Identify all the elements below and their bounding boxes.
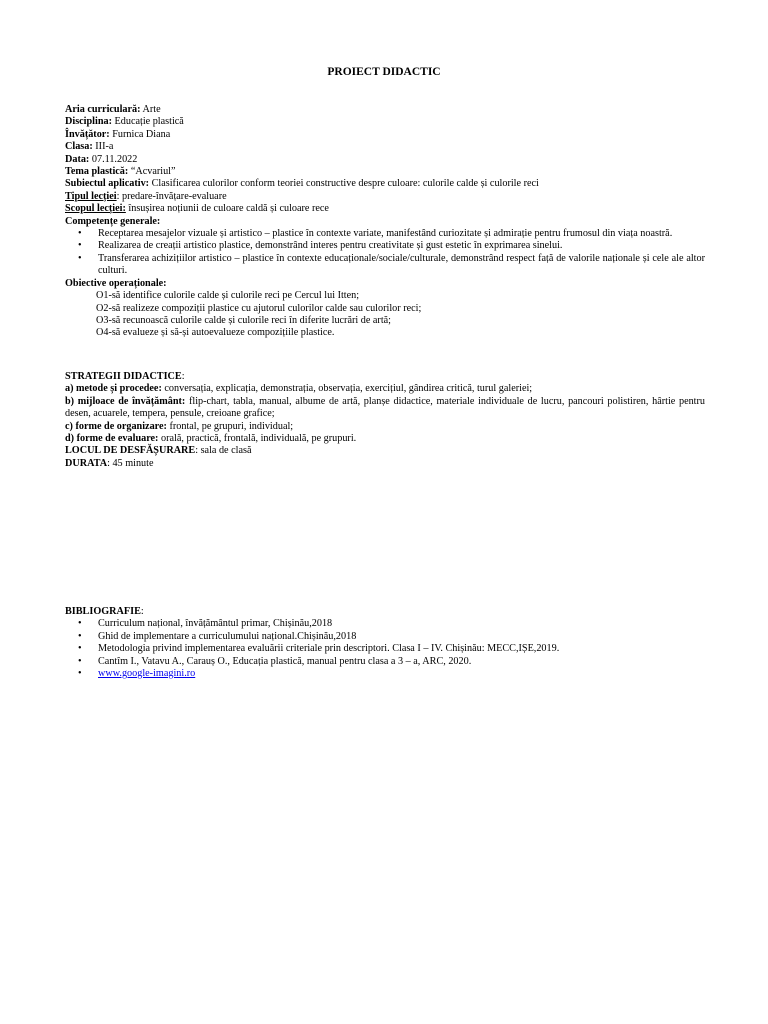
strategii-value: frontal, pe grupuri, individual;	[166, 420, 294, 432]
info-label: Scopul lecției:	[65, 203, 126, 215]
objective-item: O2-să realizeze compoziții plastice cu ajutorul culorilor calde sau culorilor reci;	[96, 302, 422, 314]
info-tema	[65, 166, 705, 178]
info-tipul	[65, 191, 705, 203]
info-value: III-a	[92, 141, 114, 153]
info-disciplina	[65, 116, 705, 128]
strategii-value: conversația, explicația, demonstrația, observația, exercițiul, gândirea critică, turul galeriei;	[161, 383, 533, 395]
objective-item: O3-să recunoască culorile calde și culorile reci în diferite lucrări de artă;	[96, 314, 392, 326]
info-label: Învățător:	[65, 128, 110, 140]
durata-value: : 45 minute	[107, 457, 154, 469]
info-scopul	[65, 203, 705, 215]
strategii-organizare	[65, 421, 705, 433]
strategii-label: b) mijloace de învățământ:	[65, 395, 186, 407]
bibliografie-block	[65, 606, 705, 680]
locul-label: LOCUL DE DESFĂȘURARE	[65, 445, 196, 457]
list-item	[65, 668, 705, 680]
info-label: Aria curriculară:	[65, 104, 141, 115]
list-item: • Cantîm I., Vatavu A., Carauș O., Educația plastică, manual pentru clasa a 3 – a, ARC, 2020.	[65, 656, 705, 668]
strategii-metode	[65, 383, 705, 395]
info-clasa	[65, 141, 705, 153]
durata-label: DURATA	[65, 457, 108, 469]
competente-heading: Competențe generale:	[65, 215, 161, 227]
obiective-heading: Obiective operaționale:	[65, 277, 167, 289]
info-value: Arte	[140, 104, 161, 115]
strategii-label: d) forme de evaluare:	[65, 433, 159, 445]
list-item: • Transferarea achizițiilor artistico – plastice în contexte educaționale/sociale/culturale, demonstrând respect față de valorile naționale și cele ale altor culturi.	[65, 253, 705, 278]
strategii-value: orală, practică, frontală, individuală, pe grupuri.	[158, 433, 357, 445]
info-value: Clasificarea culorilor conform teoriei constructive despre culoare: culorile calde și culorile reci	[149, 178, 539, 190]
locul-line	[65, 445, 705, 457]
strategii-label: a) metode și procedee:	[65, 383, 162, 395]
info-value: Educație plastică	[111, 116, 184, 128]
info-subiect	[65, 178, 705, 190]
list-item: • Receptarea mesajelor vizuale și artistico – plastice în contexte variate, manifestând curiozitate și admirație pentru frumosul din viața noastră.	[65, 228, 705, 240]
strategii-heading-line	[65, 371, 705, 383]
info-data	[65, 154, 705, 166]
info-value: 07.11.2022	[89, 153, 138, 165]
strategii-mijloace	[65, 396, 705, 421]
strategii-block	[65, 371, 705, 470]
info-value: însușirea noțiunii de culoare caldă și culoare rece	[125, 203, 329, 215]
list-item: • Ghid de implementare a curriculumului național.Chișinău,2018	[65, 631, 705, 643]
locul-value: : sala de clasă	[195, 445, 252, 457]
strategii-heading: STRATEGII DIDACTICE	[65, 371, 182, 382]
strategii-label: c) forme de organizare:	[65, 420, 167, 432]
bibliografie-heading: BIBLIOGRAFIE	[65, 606, 141, 617]
bibliografie-link[interactable]: www.google-imagini.ro	[98, 668, 196, 680]
info-label: Tipul lecției	[65, 190, 117, 202]
strategii-value: flip-chart, tabla, manual, albume de artă, planșe didactice, materiale individuale de lucru, pancouri polistiren, hârtie pentru desen, acuarele, tempera, pensule, creioane grafice;	[65, 395, 706, 420]
list-item: • Curriculum național, învățământul primar, Chișinău,2018	[65, 618, 705, 630]
info-value: “Acvariul”	[128, 166, 176, 178]
info-aria	[65, 104, 705, 116]
info-label: Subiectul aplicativ:	[65, 178, 150, 190]
info-value: : predare-învățare-evaluare	[116, 190, 227, 202]
strategii-evaluare	[65, 433, 705, 445]
info-block	[65, 104, 705, 340]
bibliografie-heading-line	[65, 606, 705, 618]
document-title: PROIECT DIDACTIC	[327, 66, 441, 78]
info-invatator	[65, 129, 705, 141]
strategii-heading-suffix: :	[181, 371, 185, 382]
info-label: Disciplina:	[65, 116, 112, 128]
info-label: Tema plastică:	[65, 166, 129, 178]
competente-list	[65, 228, 705, 278]
bibliografie-list	[65, 618, 705, 680]
objective-item: O1-să identifice culorile calde și culorile reci pe Cercul lui Itten;	[96, 290, 360, 302]
bibliografie-heading-suffix: :	[140, 606, 144, 617]
objective-item: O4-să evalueze și să-și autoevalueze compozițiile plastice.	[96, 327, 335, 339]
list-item: • Realizarea de creații artistico plastice, demonstrând interes pentru creativitate și gust estetic în exprimarea sinelui.	[65, 240, 705, 252]
list-item: • Metodologia privind implementarea evaluării criteriale prin descriptori. Clasa I – IV. Chișinău: MECC,IȘE,2019.	[65, 643, 705, 655]
info-label: Data:	[65, 153, 90, 165]
durata-line	[65, 458, 705, 470]
info-value: Furnica Diana	[109, 128, 171, 140]
info-label: Clasa:	[65, 141, 93, 153]
